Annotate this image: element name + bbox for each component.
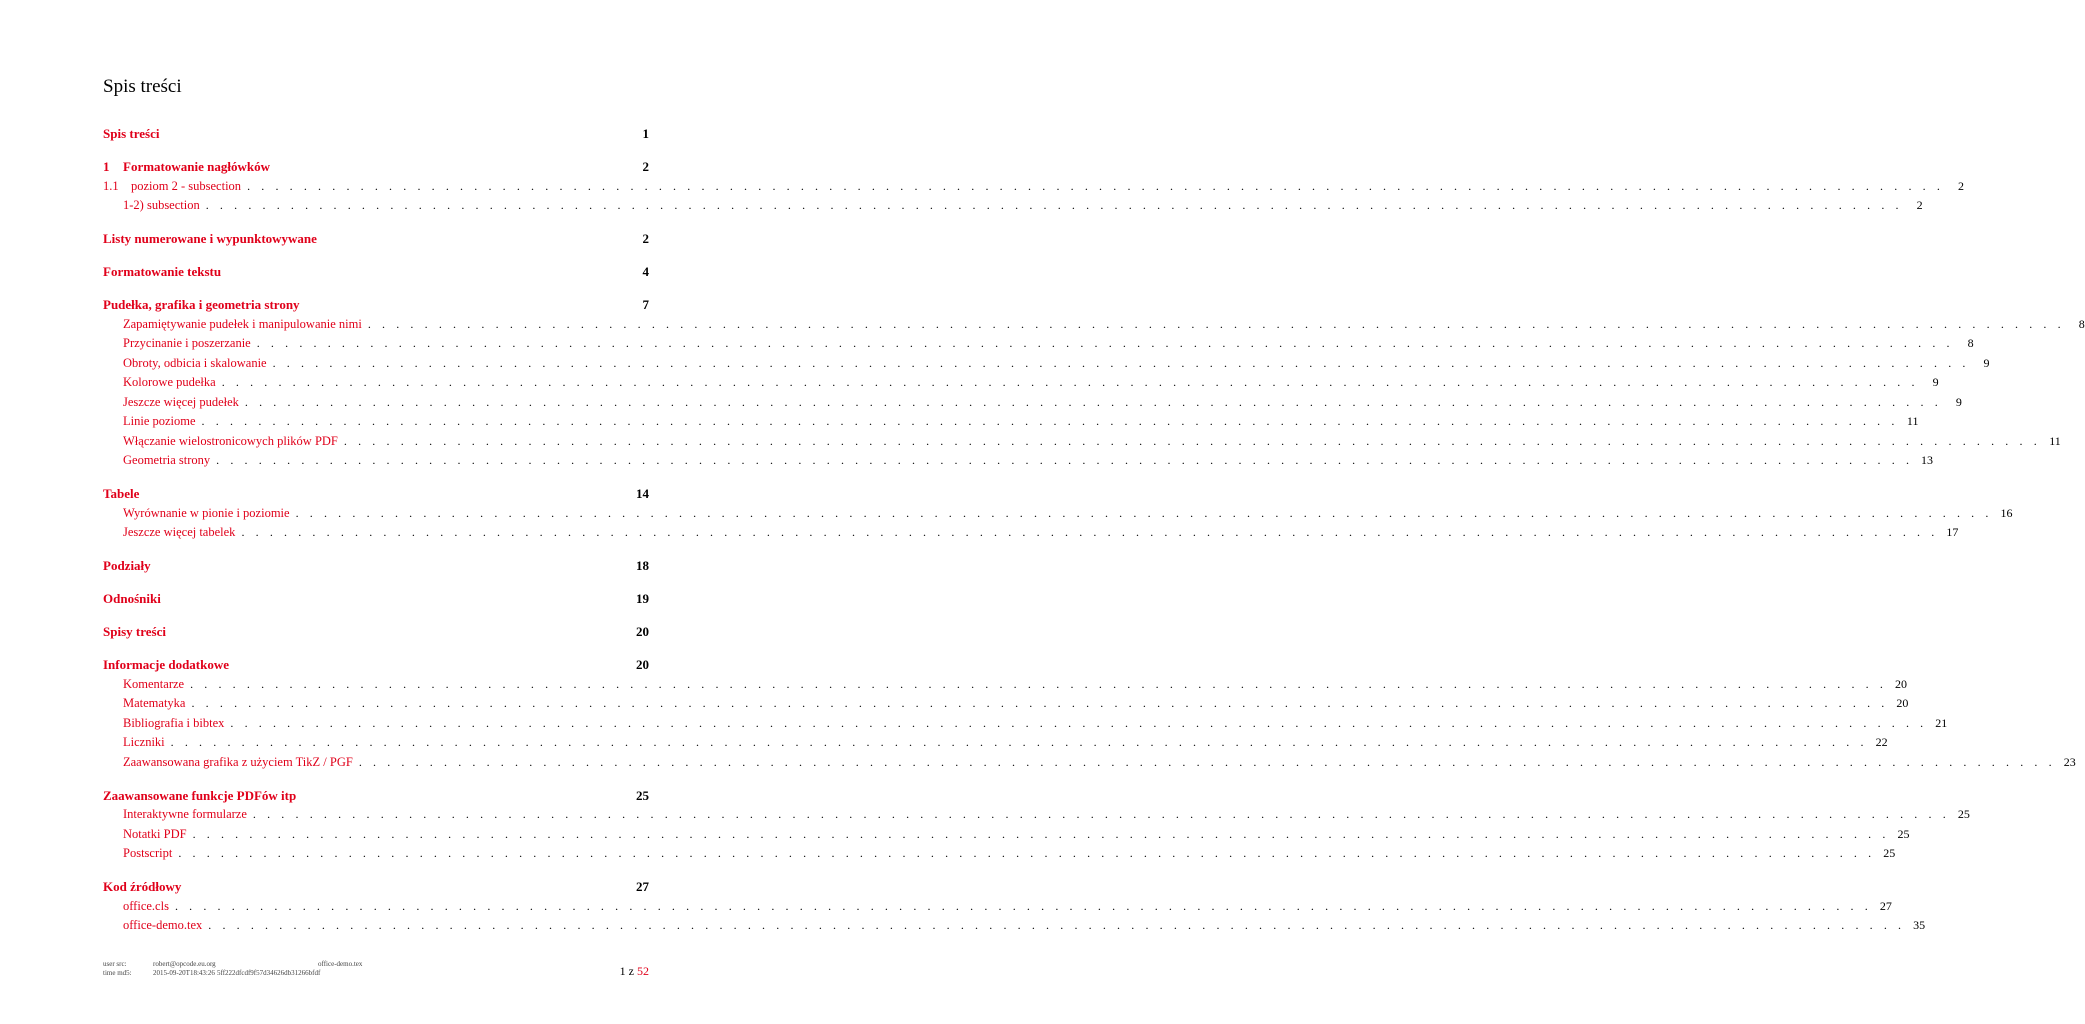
toc-entry-link[interactable]: Postscript: [123, 846, 173, 860]
toc-subsection[interactable]: [103, 523, 1959, 543]
page-title: Spis treści: [103, 76, 182, 97]
toc-section[interactable]: [103, 622, 649, 642]
toc-leader-dots: . . . . . . . . . . . . . . . . . . . . . . . . . . . . . . . . . . . . . . . . . . . . . . . . . . . . . . . . . . . . . . . . . . . . . . . . . . . . . . . . . . . . . . . . . . . . . . . . . . . . . . . . . . . . . . . . . . . . . . . .: [244, 394, 1942, 409]
toc-section[interactable]: [103, 295, 649, 315]
toc-page-number: 2: [1957, 178, 1964, 193]
toc-section[interactable]: [103, 655, 649, 675]
toc-entry-link[interactable]: Włączanie wielostronicowych plików PDF: [123, 433, 338, 448]
toc-leader-dots: . . . . . . . . . . . . . . . . . . . . . . . . . . . . . . . . . . . . . . . . . . . . . . . . . . . . . . . . . . . . . . . . . . . . . . . . . . . . . . . . . . . . . . . . . . . . . . . . . . . . . . . . . . . . . . . . . . . . . . . .: [170, 735, 1868, 749]
toc-entry-link[interactable]: Formatowanie nagłówków: [123, 159, 270, 174]
page-current: 1: [619, 964, 626, 978]
toc-section[interactable]: [103, 229, 649, 249]
page-total: 52: [637, 964, 649, 978]
toc-subsection[interactable]: [103, 897, 1892, 917]
page-number: [620, 964, 649, 979]
toc-page-number: 19: [636, 591, 649, 606]
toc-number: 1: [103, 159, 110, 174]
toc-entry-link[interactable]: Bibliografia i bibtex: [123, 715, 225, 730]
toc-section[interactable]: [103, 157, 649, 177]
toc-entry-link[interactable]: Zapamiętywanie pudełek i manipulowanie nimi: [123, 316, 362, 331]
toc-entry-link[interactable]: Odnośniki: [103, 591, 161, 606]
toc-section[interactable]: [103, 124, 649, 144]
toc-page-number: 2: [1916, 198, 1923, 212]
toc-leader-dots: . . . . . . . . . . . . . . . . . . . . . . . . . . . . . . . . . . . . . . . . . . . . . . . . . . . . . . . . . . . . . . . . . . . . . . . . . . . . . . . . . . . . . . . . . . . . . . . . . . . . . . . . . . . . . . . . . . . . . . . .: [192, 826, 1890, 841]
toc-entry-link[interactable]: poziom 2 - subsection: [131, 178, 242, 193]
toc-subsection[interactable]: [103, 675, 1907, 695]
toc-leader-dots: . . . . . . . . . . . . . . . . . . . . . . . . . . . . . . . . . . . . . . . . . . . . . . . . . . . . . . . . . . . . . . . . . . . . . . . . . . . . . . . . . . . . . . . . . . . . . . . . . . . . . . . . . . . . . . . . . . . . . . . .: [247, 178, 1944, 193]
toc-leader-dots: . . . . . . . . . . . . . . . . . . . . . . . . . . . . . . . . . . . . . . . . . . . . . . . . . . . . . . . . . . . . . . . . . . . . . . . . . . . . . . . . . . . . . . . . . . . . . . . . . . . . . . . . . . . . . . . . . . . . . . . .: [201, 414, 1899, 428]
toc-entry-link[interactable]: Notatki PDF: [123, 826, 187, 841]
toc-subsection[interactable]: [103, 196, 1923, 216]
toc-leader-dots: . . . . . . . . . . . . . . . . . . . . . . . . . . . . . . . . . . . . . . . . . . . . . . . . . . . . . . . . . . . . . . . . . . . . . . . . . . . . . . . . . . . . . . . . . . . . . . . . . . . . . . . . . . . . . . . . . . . . . . . .: [216, 453, 1914, 467]
toc-entry-link[interactable]: office-demo.tex: [123, 918, 203, 932]
toc-entry-link[interactable]: Spis treści: [103, 126, 160, 141]
toc-subsection[interactable]: [103, 334, 1974, 354]
toc-section[interactable]: [103, 556, 649, 576]
toc-subsection[interactable]: [103, 432, 2061, 452]
toc-page-number: 11: [1906, 414, 1919, 428]
toc-page-number: 7: [642, 297, 649, 312]
toc-section[interactable]: [103, 786, 649, 806]
toc-entry-link[interactable]: Geometria strony: [123, 453, 211, 467]
toc-page-number: 27: [1879, 898, 1892, 913]
toc-page-number: 13: [1921, 453, 1934, 467]
toc-entry-link[interactable]: Linie poziome: [123, 414, 196, 428]
toc-subsection[interactable]: [103, 733, 1888, 753]
toc-subsection[interactable]: [103, 753, 2076, 773]
toc-leader-dots: . . . . . . . . . . . . . . . . . . . . . . . . . . . . . . . . . . . . . . . . . . . . . . . . . . . . . . . . . . . . . . . . . . . . . . . . . . . . . . . . . . . . . . . . . . . . . . . . . . . . . . . . . . . . . . . . . . . . . . . .: [178, 846, 1876, 860]
footer-labels: [103, 960, 132, 978]
toc-leader-dots: . . . . . . . . . . . . . . . . . . . . . . . . . . . . . . . . . . . . . . . . . . . . . . . . . . . . . . . . . . . . . . . . . . . . . . . . . . . . . . . . . . . . . . . . . . . . . . . . . . . . . . . . . . . . . . . . . . . . . . . .: [208, 918, 1906, 932]
table-of-contents: [103, 124, 2085, 936]
toc-page-number: 8: [1967, 336, 1974, 350]
toc-leader-dots: . . . . . . . . . . . . . . . . . . . . . . . . . . . . . . . . . . . . . . . . . . . . . . . . . . . . . . . . . . . . . . . . . . . . . . . . . . . . . . . . . . . . . . . . . . . . . . . . . . . . . . . . . . . . . . . . . . . . . . . .: [230, 715, 1928, 730]
toc-page-number: 9: [1955, 394, 1962, 409]
footer-file: office-demo.tex: [318, 960, 363, 968]
toc-page-number: 25: [1897, 826, 1910, 841]
toc-leader-dots: . . . . . . . . . . . . . . . . . . . . . . . . . . . . . . . . . . . . . . . . . . . . . . . . . . . . . . . . . . . . . . . . . . . . . . . . . . . . . . . . . . . . . . . . . . . . . . . . . . . . . . . . . . . . . . . . . . . . . . . .: [358, 754, 2056, 769]
toc-section[interactable]: [103, 589, 649, 609]
footer-values: [153, 960, 216, 978]
toc-entry-link[interactable]: Matematyka: [123, 696, 186, 710]
toc-page-number: 21: [1935, 715, 1948, 730]
toc-subsection[interactable]: [103, 916, 1926, 936]
toc-page-number: 14: [636, 486, 649, 501]
toc-entry-link[interactable]: Przycinanie i poszerzanie: [123, 336, 251, 350]
toc-entry-link[interactable]: Pudełka, grafika i geometria strony: [103, 297, 300, 312]
toc-entry-link[interactable]: Listy numerowane i wypunktowywane: [103, 231, 317, 246]
toc-page-number: 8: [2078, 316, 2085, 331]
toc-leader-dots: . . . . . . . . . . . . . . . . . . . . . . . . . . . . . . . . . . . . . . . . . . . . . . . . . . . . . . . . . . . . . . . . . . . . . . . . . . . . . . . . . . . . . . . . . . . . . . . . . . . . . . . . . . . . . . . . . . . . . . . .: [252, 807, 1950, 821]
toc-entry-link[interactable]: Wyrównanie w pionie i poziomie: [123, 505, 290, 520]
toc-entry-link[interactable]: Komentarze: [123, 676, 185, 691]
toc-entry-link[interactable]: Jeszcze więcej tabelek: [123, 525, 236, 539]
toc-section[interactable]: [103, 877, 649, 897]
toc-page-number: 20: [1896, 696, 1909, 710]
toc-page-number: 25: [636, 787, 649, 803]
toc-entry-link[interactable]: Podziały: [103, 558, 151, 573]
toc-subsection[interactable]: [103, 504, 2013, 524]
toc-subsection[interactable]: [103, 694, 1909, 714]
toc-page-number: 23: [2063, 754, 2076, 769]
toc-entry-link[interactable]: Formatowanie tekstu: [103, 264, 222, 279]
footer-time: 2015-09-20T18:43:26: [153, 969, 215, 977]
toc-leader-dots: . . . . . . . . . . . . . . . . . . . . . . . . . . . . . . . . . . . . . . . . . . . . . . . . . . . . . . . . . . . . . . . . . . . . . . . . . . . . . . . . . . . . . . . . . . . . . . . . . . . . . . . . . . . . . . . . . . . . . . . .: [272, 355, 1970, 370]
toc-subsection[interactable]: [103, 354, 1990, 374]
toc-leader-dots: . . . . . . . . . . . . . . . . . . . . . . . . . . . . . . . . . . . . . . . . . . . . . . . . . . . . . . . . . . . . . . . . . . . . . . . . . . . . . . . . . . . . . . . . . . . . . . . . . . . . . . . . . . . . . . . . . . . . . . . .: [205, 198, 1903, 212]
toc-leader-dots: . . . . . . . . . . . . . . . . . . . . . . . . . . . . . . . . . . . . . . . . . . . . . . . . . . . . . . . . . . . . . . . . . . . . . . . . . . . . . . . . . . . . . . . . . . . . . . . . . . . . . . . . . . . . . . . . . . . . . . . .: [295, 505, 1993, 520]
toc-page-number: 25: [1883, 846, 1896, 860]
toc-subsection[interactable]: [103, 844, 1896, 864]
toc-page-number: 22: [1875, 735, 1888, 749]
toc-entry-link[interactable]: Zaawansowane funkcje PDFów itp: [103, 787, 297, 803]
toc-page-number: 20: [636, 624, 649, 639]
toc-entry-link[interactable]: Kod źródłowy: [103, 879, 182, 894]
toc-leader-dots: . . . . . . . . . . . . . . . . . . . . . . . . . . . . . . . . . . . . . . . . . . . . . . . . . . . . . . . . . . . . . . . . . . . . . . . . . . . . . . . . . . . . . . . . . . . . . . . . . . . . . . . . . . . . . . . . . . . . . . . .: [241, 525, 1939, 539]
toc-subsection[interactable]: [103, 825, 1910, 845]
toc-page-number: 1: [642, 126, 649, 141]
toc-page-number: 2: [642, 159, 649, 174]
toc-number: 1.1: [103, 178, 119, 193]
toc-section[interactable]: [103, 484, 649, 504]
toc-subsection[interactable]: [103, 451, 1934, 471]
toc-subsection[interactable]: [103, 177, 1964, 197]
toc-leader-dots: . . . . . . . . . . . . . . . . . . . . . . . . . . . . . . . . . . . . . . . . . . . . . . . . . . . . . . . . . . . . . . . . . . . . . . . . . . . . . . . . . . . . . . . . . . . . . . . . . . . . . . . . . . . . . . . . . . . . . . . .: [221, 375, 1919, 389]
toc-entry-link[interactable]: Obroty, odbicia i skalowanie: [123, 355, 267, 370]
toc-page-number: 9: [1983, 355, 1990, 370]
footer-md5: 5ff222dfcdf9f57d34626db31266bfdf: [217, 969, 321, 977]
toc-page-number: 16: [2000, 505, 2013, 520]
toc-page-number: 25: [1957, 807, 1970, 821]
toc-entry-link[interactable]: Tabele: [103, 486, 140, 501]
toc-leader-dots: . . . . . . . . . . . . . . . . . . . . . . . . . . . . . . . . . . . . . . . . . . . . . . . . . . . . . . . . . . . . . . . . . . . . . . . . . . . . . . . . . . . . . . . . . . . . . . . . . . . . . . . . . . . . . . . . . . . . . . . .: [367, 316, 2065, 331]
toc-page-number: 9: [1932, 375, 1939, 389]
toc-leader-dots: . . . . . . . . . . . . . . . . . . . . . . . . . . . . . . . . . . . . . . . . . . . . . . . . . . . . . . . . . . . . . . . . . . . . . . . . . . . . . . . . . . . . . . . . . . . . . . . . . . . . . . . . . . . . . . . . . . . . . . . .: [174, 898, 1872, 913]
toc-subsection[interactable]: [103, 805, 1970, 825]
toc-entry-link[interactable]: Kolorowe pudełka: [123, 375, 216, 389]
toc-page-number: 20: [636, 657, 649, 672]
toc-subsection[interactable]: [103, 315, 2085, 335]
toc-entry-link[interactable]: Interaktywne formularze: [123, 807, 247, 821]
toc-entry-link[interactable]: Liczniki: [123, 735, 165, 749]
toc-subsection[interactable]: [103, 412, 1919, 432]
footer-label-time: time md5:: [103, 969, 132, 977]
toc-section[interactable]: [103, 262, 649, 282]
toc-subsection[interactable]: [103, 373, 1939, 393]
toc-leader-dots: . . . . . . . . . . . . . . . . . . . . . . . . . . . . . . . . . . . . . . . . . . . . . . . . . . . . . . . . . . . . . . . . . . . . . . . . . . . . . . . . . . . . . . . . . . . . . . . . . . . . . . . . . . . . . . . . . . . . . . . .: [191, 696, 1889, 710]
toc-page-number: 27: [636, 879, 649, 894]
page-separator: z: [628, 964, 634, 978]
toc-subsection[interactable]: [103, 393, 1962, 413]
footer-user: robert@opcode.eu.org: [153, 960, 216, 968]
toc-page-number: 17: [1946, 525, 1959, 539]
toc-page-number: 2: [642, 231, 649, 246]
toc-entry-link[interactable]: 1-2) subsection: [123, 198, 200, 212]
toc-leader-dots: . . . . . . . . . . . . . . . . . . . . . . . . . . . . . . . . . . . . . . . . . . . . . . . . . . . . . . . . . . . . . . . . . . . . . . . . . . . . . . . . . . . . . . . . . . . . . . . . . . . . . . . . . . . . . . . . . . . . . . . .: [190, 676, 1887, 691]
toc-page-number: 11: [2049, 433, 2061, 448]
toc-page-number: 4: [642, 264, 649, 279]
toc-leader-dots: . . . . . . . . . . . . . . . . . . . . . . . . . . . . . . . . . . . . . . . . . . . . . . . . . . . . . . . . . . . . . . . . . . . . . . . . . . . . . . . . . . . . . . . . . . . . . . . . . . . . . . . . . . . . . . . . . . . . . . . .: [343, 433, 2041, 448]
toc-subsection[interactable]: [103, 714, 1948, 734]
toc-entry-link[interactable]: Zaawansowana grafika z użyciem TikZ / PGF: [123, 754, 353, 769]
footer-label-user: user src:: [103, 960, 127, 968]
toc-page-number: 18: [636, 558, 649, 573]
toc-entry-link[interactable]: Informacje dodatkowe: [103, 657, 230, 672]
toc-page-number: 20: [1894, 676, 1907, 691]
toc-entry-link[interactable]: office.cls: [123, 898, 169, 913]
toc-entry-link[interactable]: Spisy treści: [103, 624, 166, 639]
toc-entry-link[interactable]: Jeszcze więcej pudełek: [123, 394, 239, 409]
toc-page-number: 35: [1913, 918, 1926, 932]
toc-leader-dots: . . . . . . . . . . . . . . . . . . . . . . . . . . . . . . . . . . . . . . . . . . . . . . . . . . . . . . . . . . . . . . . . . . . . . . . . . . . . . . . . . . . . . . . . . . . . . . . . . . . . . . . . . . . . . . . . . . . . . . . .: [256, 336, 1954, 350]
